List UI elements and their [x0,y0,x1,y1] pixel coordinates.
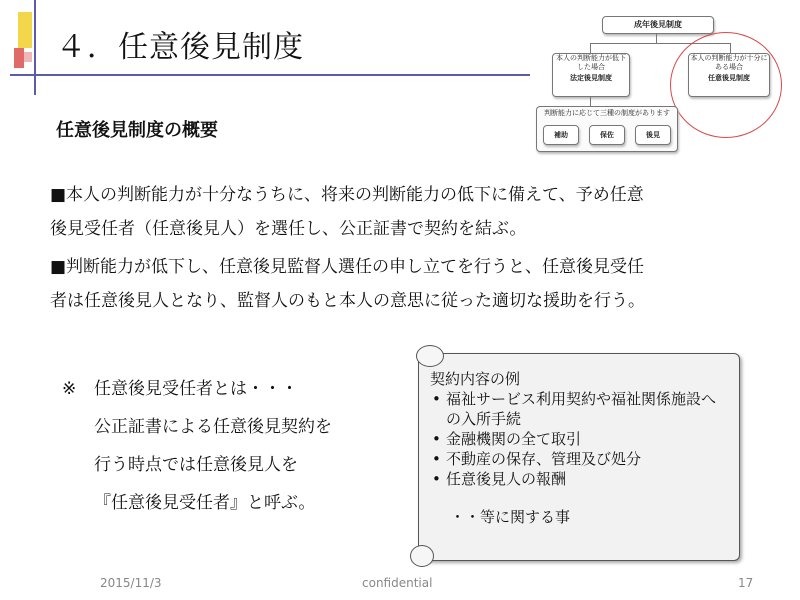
note-line: 公正証書による任意後見契約を [94,417,332,437]
slide-title: ４．任意後見制度 [56,30,304,65]
paragraph-1-line-1: ■本人の判断能力が十分なうちに、将来の判断能力の低下に備えて、予め任意 [50,185,644,205]
chart-left-box [552,53,630,97]
paragraph-1-line-2: 後見受任者（任意後見人）を選任し、公正証書で契約を結ぶ。 [50,219,527,239]
note-line: 任意後見受任者とは・・・ [94,379,298,399]
title-underline [10,74,530,76]
highlight-circle [670,32,782,138]
contract-item: • 福祉サービス利用契約や福祉関係施設への入所手続 [430,389,730,429]
section-subtitle: 任意後見制度の概要 [56,120,218,141]
chart-left-name: 法定後見制度 [570,74,612,82]
chart-connector [656,33,657,43]
scroll-content [430,369,730,527]
contract-item: • 金融機関の全て取引 [430,429,730,449]
decor-vertical-line [34,0,36,95]
contract-item: • 任意後見人の報酬 [430,469,730,489]
scroll-roll-bottom [410,545,434,567]
contract-example-scroll [410,345,750,567]
org-chart [530,12,790,152]
chart-types-note: 判断能力に応じて三種の制度があります [544,109,670,117]
paragraph-2-line-1: ■判断能力が低下し、任意後見監督人選任の申し立てを行うと、任意後見受任 [50,257,645,277]
chart-type-item: 後見 [635,125,671,145]
note-line: 行う時点では任意後見人を [94,455,298,475]
scroll-footer: ・・等に関する事 [450,508,571,526]
note-line: 『任意後見受任者』と呼ぶ。 [94,493,316,513]
chart-type-item: 保佐 [589,125,625,145]
chart-left-desc: 本人の判断能力が低下した場合 [556,54,626,71]
chart-connector [590,43,591,53]
contract-items [430,389,730,489]
scroll-roll-top [416,345,444,367]
decor-pink-block [24,52,32,62]
note-mark: ※ [62,379,77,399]
decor-red-block [14,48,24,68]
chart-connector [590,96,591,106]
paragraph-2-line-2: 者は任意後見人となり、監督人のもと本人の意思に従った適切な援助を行う。 [50,291,645,311]
paragraph-1 [50,178,770,246]
footer-confidential: confidential [362,576,433,590]
chart-right-desc: 本人の判断能力が十分にある場合 [690,54,768,71]
contract-item: • 不動産の保存、管理及び処分 [430,449,730,469]
footer-date: 2015/11/3 [100,576,162,590]
scroll-heading: 契約内容の例 [430,370,521,388]
chart-type-item: 補助 [543,125,579,145]
chart-right-name: 任意後見制度 [708,74,750,82]
note-block [62,370,332,522]
paragraph-2 [50,250,770,318]
decor-yellow-block [18,12,32,48]
chart-top-box: 成年後見制度 [602,16,714,34]
page-number: 17 [738,576,754,590]
chart-types-box [536,106,678,152]
